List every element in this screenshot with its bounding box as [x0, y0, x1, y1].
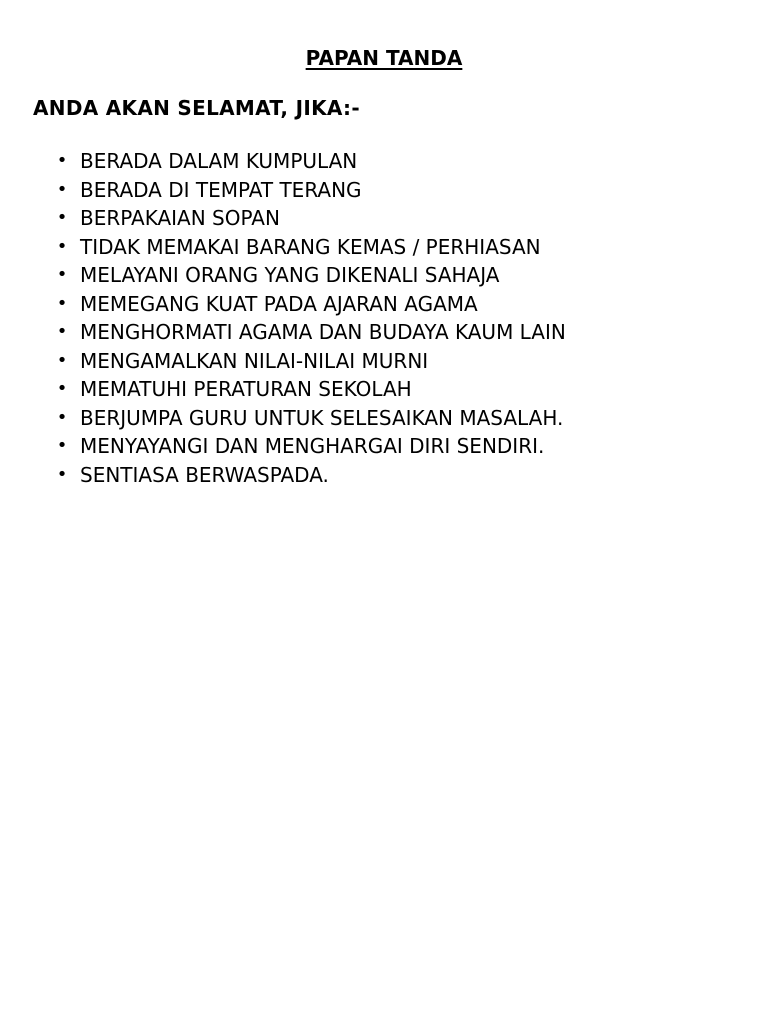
bullet-icon: •: [56, 264, 68, 285]
page-title: [0, 44, 768, 72]
bullet-icon: •: [56, 207, 68, 228]
list-item-text: TIDAK MEMAKAI BARANG KEMAS / PERHIASAN: [80, 234, 541, 259]
list-item-text: MELAYANI ORANG YANG DIKENALI SAHAJA: [80, 263, 500, 287]
section-heading: ANDA AKAN SELAMAT, JIKA:-: [33, 96, 360, 120]
list-item-text: MEMATUHI PERATURAN SEKOLAH: [80, 377, 412, 401]
bullet-icon: •: [56, 378, 68, 399]
page-title-text: PAPAN TANDA: [305, 46, 463, 70]
bullet-icon: •: [56, 178, 68, 200]
bullet-icon: •: [56, 150, 68, 171]
list-item-text: MENGAMALKAN NILAI-NILAI MURNI: [80, 348, 429, 373]
list-item-text: BERADA DI TEMPAT TERANG: [80, 177, 362, 202]
bullet-icon: •: [56, 349, 68, 371]
list-item-text: BERPAKAIAN SOPAN: [80, 206, 280, 230]
list-item-text: MENYAYANGI DAN MENGHARGAI DIRI SENDIRI.: [80, 434, 545, 458]
list-item-text: BERADA DALAM KUMPULAN: [80, 149, 358, 173]
list-item-text: SENTIASA BERWASPADA.: [80, 462, 329, 487]
bullet-icon: •: [56, 235, 68, 257]
list-item-text: MENGHORMATI AGAMA DAN BUDAYA KAUM LAIN: [80, 320, 566, 344]
bullet-icon: •: [56, 292, 68, 314]
bullet-icon: •: [56, 321, 68, 342]
bullet-icon: •: [56, 435, 68, 456]
list-item-text: BERJUMPA GURU UNTUK SELESAIKAN MASALAH.: [80, 405, 564, 430]
bullet-icon: •: [56, 463, 68, 485]
list-item-text: MEMEGANG KUAT PADA AJARAN AGAMA: [80, 291, 478, 316]
bullet-icon: •: [56, 406, 68, 428]
